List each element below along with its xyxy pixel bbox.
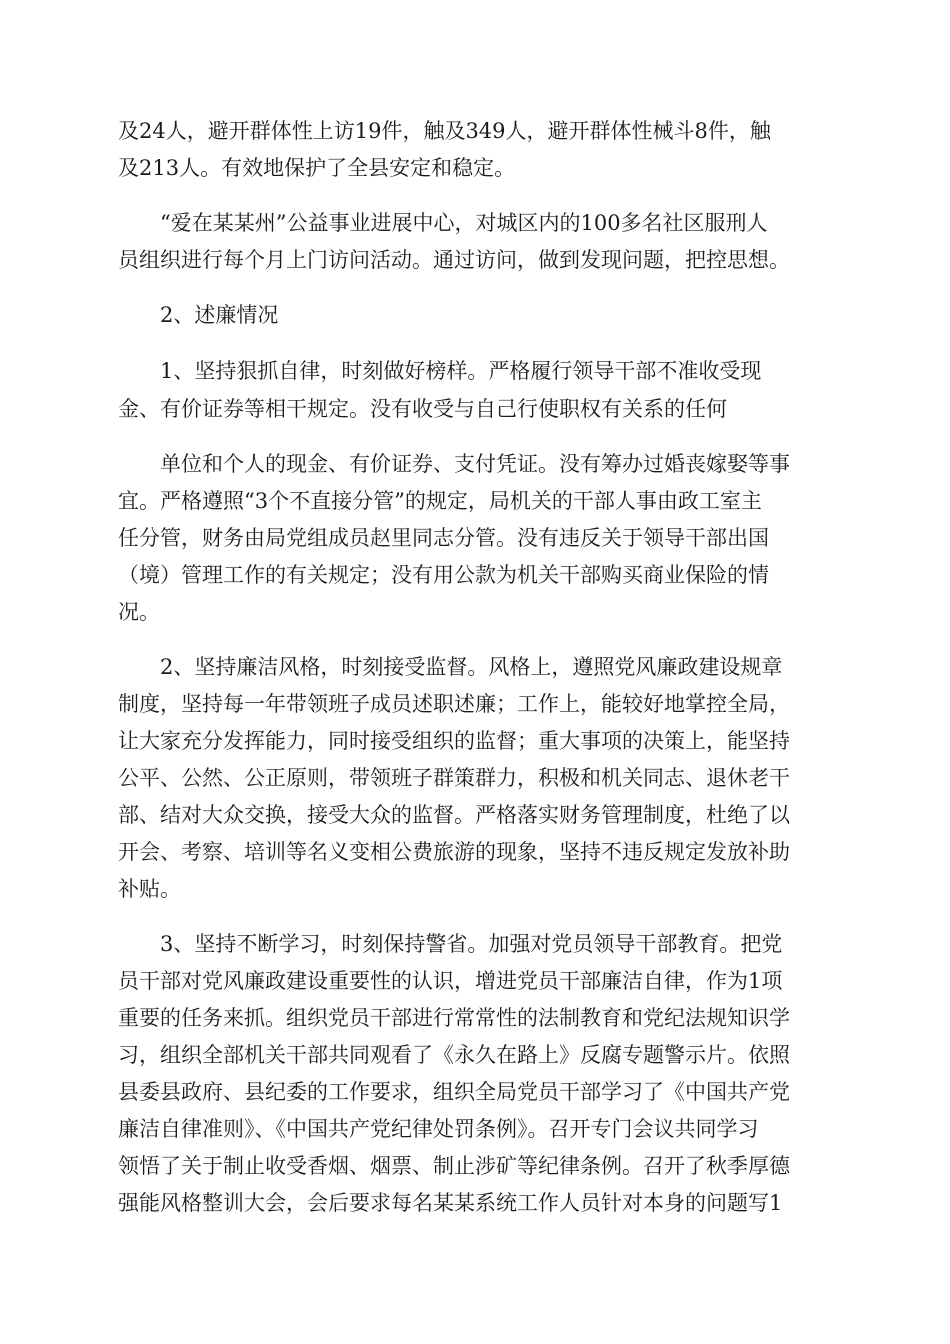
text-line: 重要的任务来抓。组织党员干部进行常常性的法制教育和党纪法规知识学 xyxy=(118,1006,790,1030)
text-line: 开会、考察、培训等名义变相公费旅游的现象，坚持不违反规定发放补助 xyxy=(118,840,790,864)
text-line: 况。 xyxy=(118,600,160,624)
text-line: 公平、公然、公正原则，带领班子群策群力，积极和机关同志、退休老干 xyxy=(118,766,790,790)
text-line: 让大家充分发挥能力，同时接受组织的监督；重大事项的决策上，能坚持 xyxy=(118,729,790,753)
text-line: 宜。严格遵照“3个不直接分管”的规定，局机关的干部人事由政工室主 xyxy=(118,489,762,513)
text-line: 制度，坚持每一年带领班子成员述职述廉；工作上，能较好地掌控全局， xyxy=(118,692,790,716)
text-line: （境）管理工作的有关规定；没有用公款为机关干部购买商业保险的情 xyxy=(118,563,769,587)
text-line: 金、有价证券等相干规定。没有收受与自己行使职权有关系的任何 xyxy=(118,397,727,421)
text-line: 领悟了关于制止收受香烟、烟票、制止涉矿等纪律条例。召开了秋季厚德 xyxy=(118,1154,790,1178)
text-line: 廉洁自律准则》、《中国共产党纪律处罚条例》。召开专门会议共同学习 xyxy=(118,1117,759,1141)
text-line: 习，组织全部机关干部共同观看了《永久在路上》反腐专题警示片。依照 xyxy=(118,1043,790,1067)
text-line: 强能风格整训大会，会后要求每名某某系统工作人员针对本身的问题写1 xyxy=(118,1191,783,1215)
text-line: 及213人。有效地保护了全县安定和稳定。 xyxy=(118,156,516,180)
text-line: 县委县政府、县纪委的工作要求，组织全局党员干部学习了《中国共产党 xyxy=(118,1080,790,1104)
text-line: 员组织进行每个月上门访问活动。通过访问，做到发现问题，把控思想。 xyxy=(118,248,790,272)
text-line: 补贴。 xyxy=(118,877,181,901)
text-line: 任分管，财务由局党组成员赵里同志分管。没有违反关于领导干部出国 xyxy=(118,526,769,550)
text-line: 1、坚持狠抓自律，时刻做好榜样。严格履行领导干部不准收受现 xyxy=(160,359,762,383)
text-line: 及24人，避开群体性上访19件，触及349人，避开群体性械斗8件，触 xyxy=(118,119,771,143)
text-line: “爱在某某州”公益事业进展中心，对城区内的100多名社区服刑人 xyxy=(160,211,768,235)
text-line: 员干部对党风廉政建设重要性的认识，增进党员干部廉洁自律，作为1项 xyxy=(118,969,783,993)
text-line: 部、结对大众交换，接受大众的监督。严格落实财务管理制度，杜绝了以 xyxy=(118,803,790,827)
section-heading: 2、述廉情况 xyxy=(160,303,279,327)
text-line: 2、坚持廉洁风格，时刻接受监督。风格上，遵照党风廉政建设规章 xyxy=(160,655,783,679)
text-line: 单位和个人的现金、有价证券、支付凭证。没有筹办过婚丧嫁娶等事 xyxy=(160,452,790,476)
text-line: 3、坚持不断学习，时刻保持警省。加强对党员领导干部教育。把党 xyxy=(160,932,783,956)
